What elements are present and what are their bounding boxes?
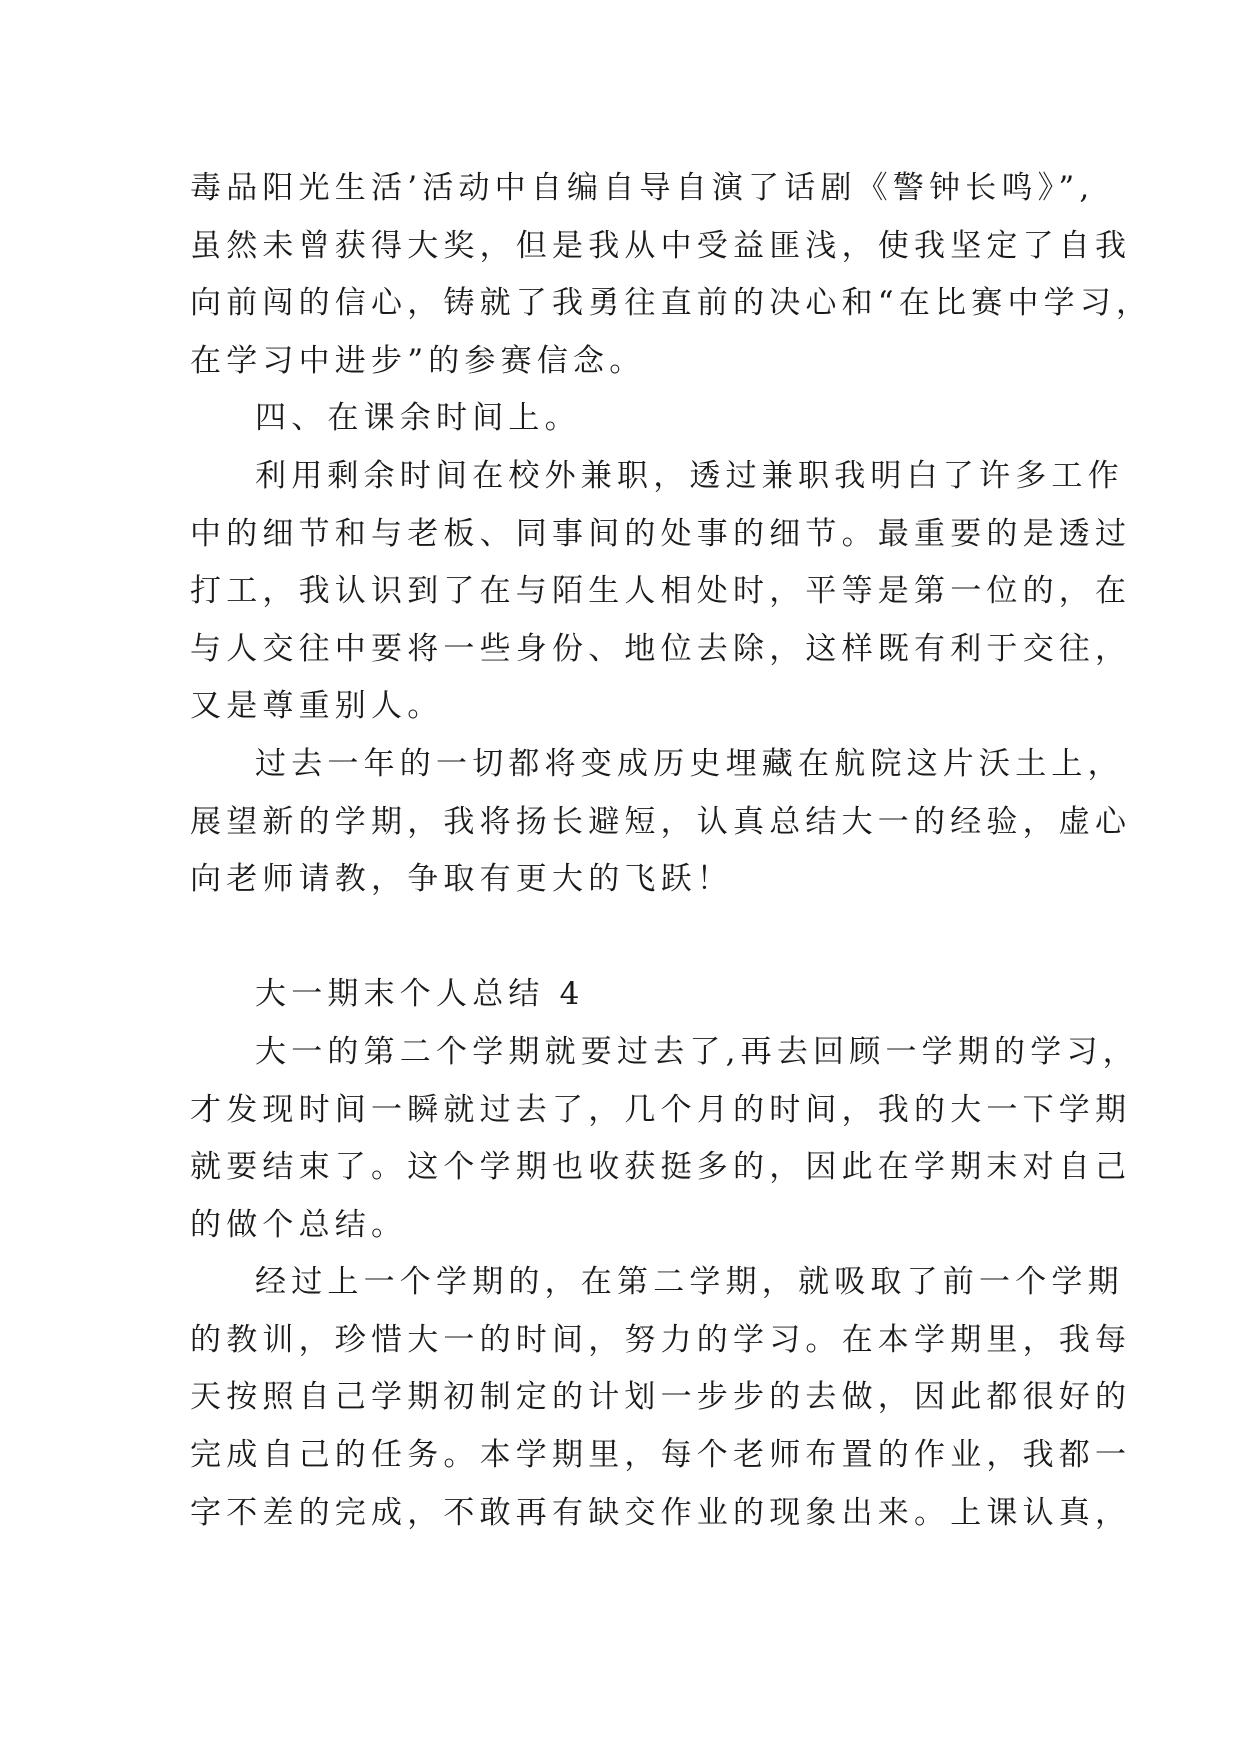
- text-line: 打工，我认识到了在与陌生人相处时，平等是第一位的，在: [190, 573, 1132, 610]
- text-line: 向老师请教，争取有更大的飞跃！: [190, 861, 733, 898]
- text-line: 字不差的完成，不敢再有缺交作业的现象出来。上课认真，: [190, 1494, 1132, 1531]
- text-line: 才发现时间一瞬就过去了，几个月的时间，我的大一下学期: [190, 1091, 1132, 1128]
- text-line: 向前闯的信心，铸就了我勇往直前的决心和“在比赛中学习，: [190, 285, 1153, 322]
- text-line: 的教训，珍惜大一的时间，努力的学习。在本学期里，我每: [190, 1321, 1132, 1358]
- text-line: 中的细节和与老板、同事间的处事的细节。最重要的是透过: [190, 515, 1132, 552]
- text-line: 天按照自己学期初制定的计划一步步的去做，因此都很好的: [190, 1379, 1132, 1416]
- text-line: 就要结束了。这个学期也收获挺多的，因此在学期末对自己: [190, 1149, 1132, 1186]
- text-line: 过去一年的一切都将变成历史埋藏在航院这片沃土上，: [255, 745, 1124, 782]
- text-line: 虽然未曾获得大奖，但是我从中受益匪浅，使我坚定了自我: [190, 227, 1132, 264]
- section-heading-spare-time: 四、在课余时间上。: [255, 400, 581, 437]
- paragraph-study-plan: [190, 1254, 1132, 1542]
- text-line: 又是尊重别人。: [190, 688, 444, 725]
- paragraph-second-semester: [190, 1024, 1139, 1254]
- text-line: 大一的第二个学期就要过去了,再去回顾一学期的学习，: [255, 1033, 1139, 1070]
- text-line: 的做个总结。: [190, 1206, 408, 1243]
- paragraph-outlook: [190, 736, 1132, 909]
- document-body: [190, 160, 1153, 1542]
- text-line: 在学习中进步”的参赛信念。: [190, 342, 646, 379]
- text-line: 利用剩余时间在校外兼职，透过兼职我明白了许多工作: [255, 457, 1124, 494]
- text-line: 与人交往中要将一些身份、地位去除，这样既有利于交往，: [190, 630, 1132, 667]
- text-line: 完成自己的任务。本学期里，每个老师布置的作业，我都一: [190, 1437, 1132, 1474]
- paragraph-part-time: [190, 448, 1132, 736]
- text-line: 经过上一个学期的，在第二学期，就吸取了前一个学期: [255, 1264, 1124, 1301]
- section-title: 大一期末个人总结 4: [255, 976, 585, 1013]
- text-line: 展望新的学期，我将扬长避短，认真总结大一的经验，虚心: [190, 803, 1132, 840]
- text-line: 毒品阳光生活’活动中自编自导自演了话剧《警钟长鸣》”,: [190, 170, 1095, 206]
- blank-line: [190, 909, 1070, 967]
- paragraph-activity: [190, 160, 1153, 390]
